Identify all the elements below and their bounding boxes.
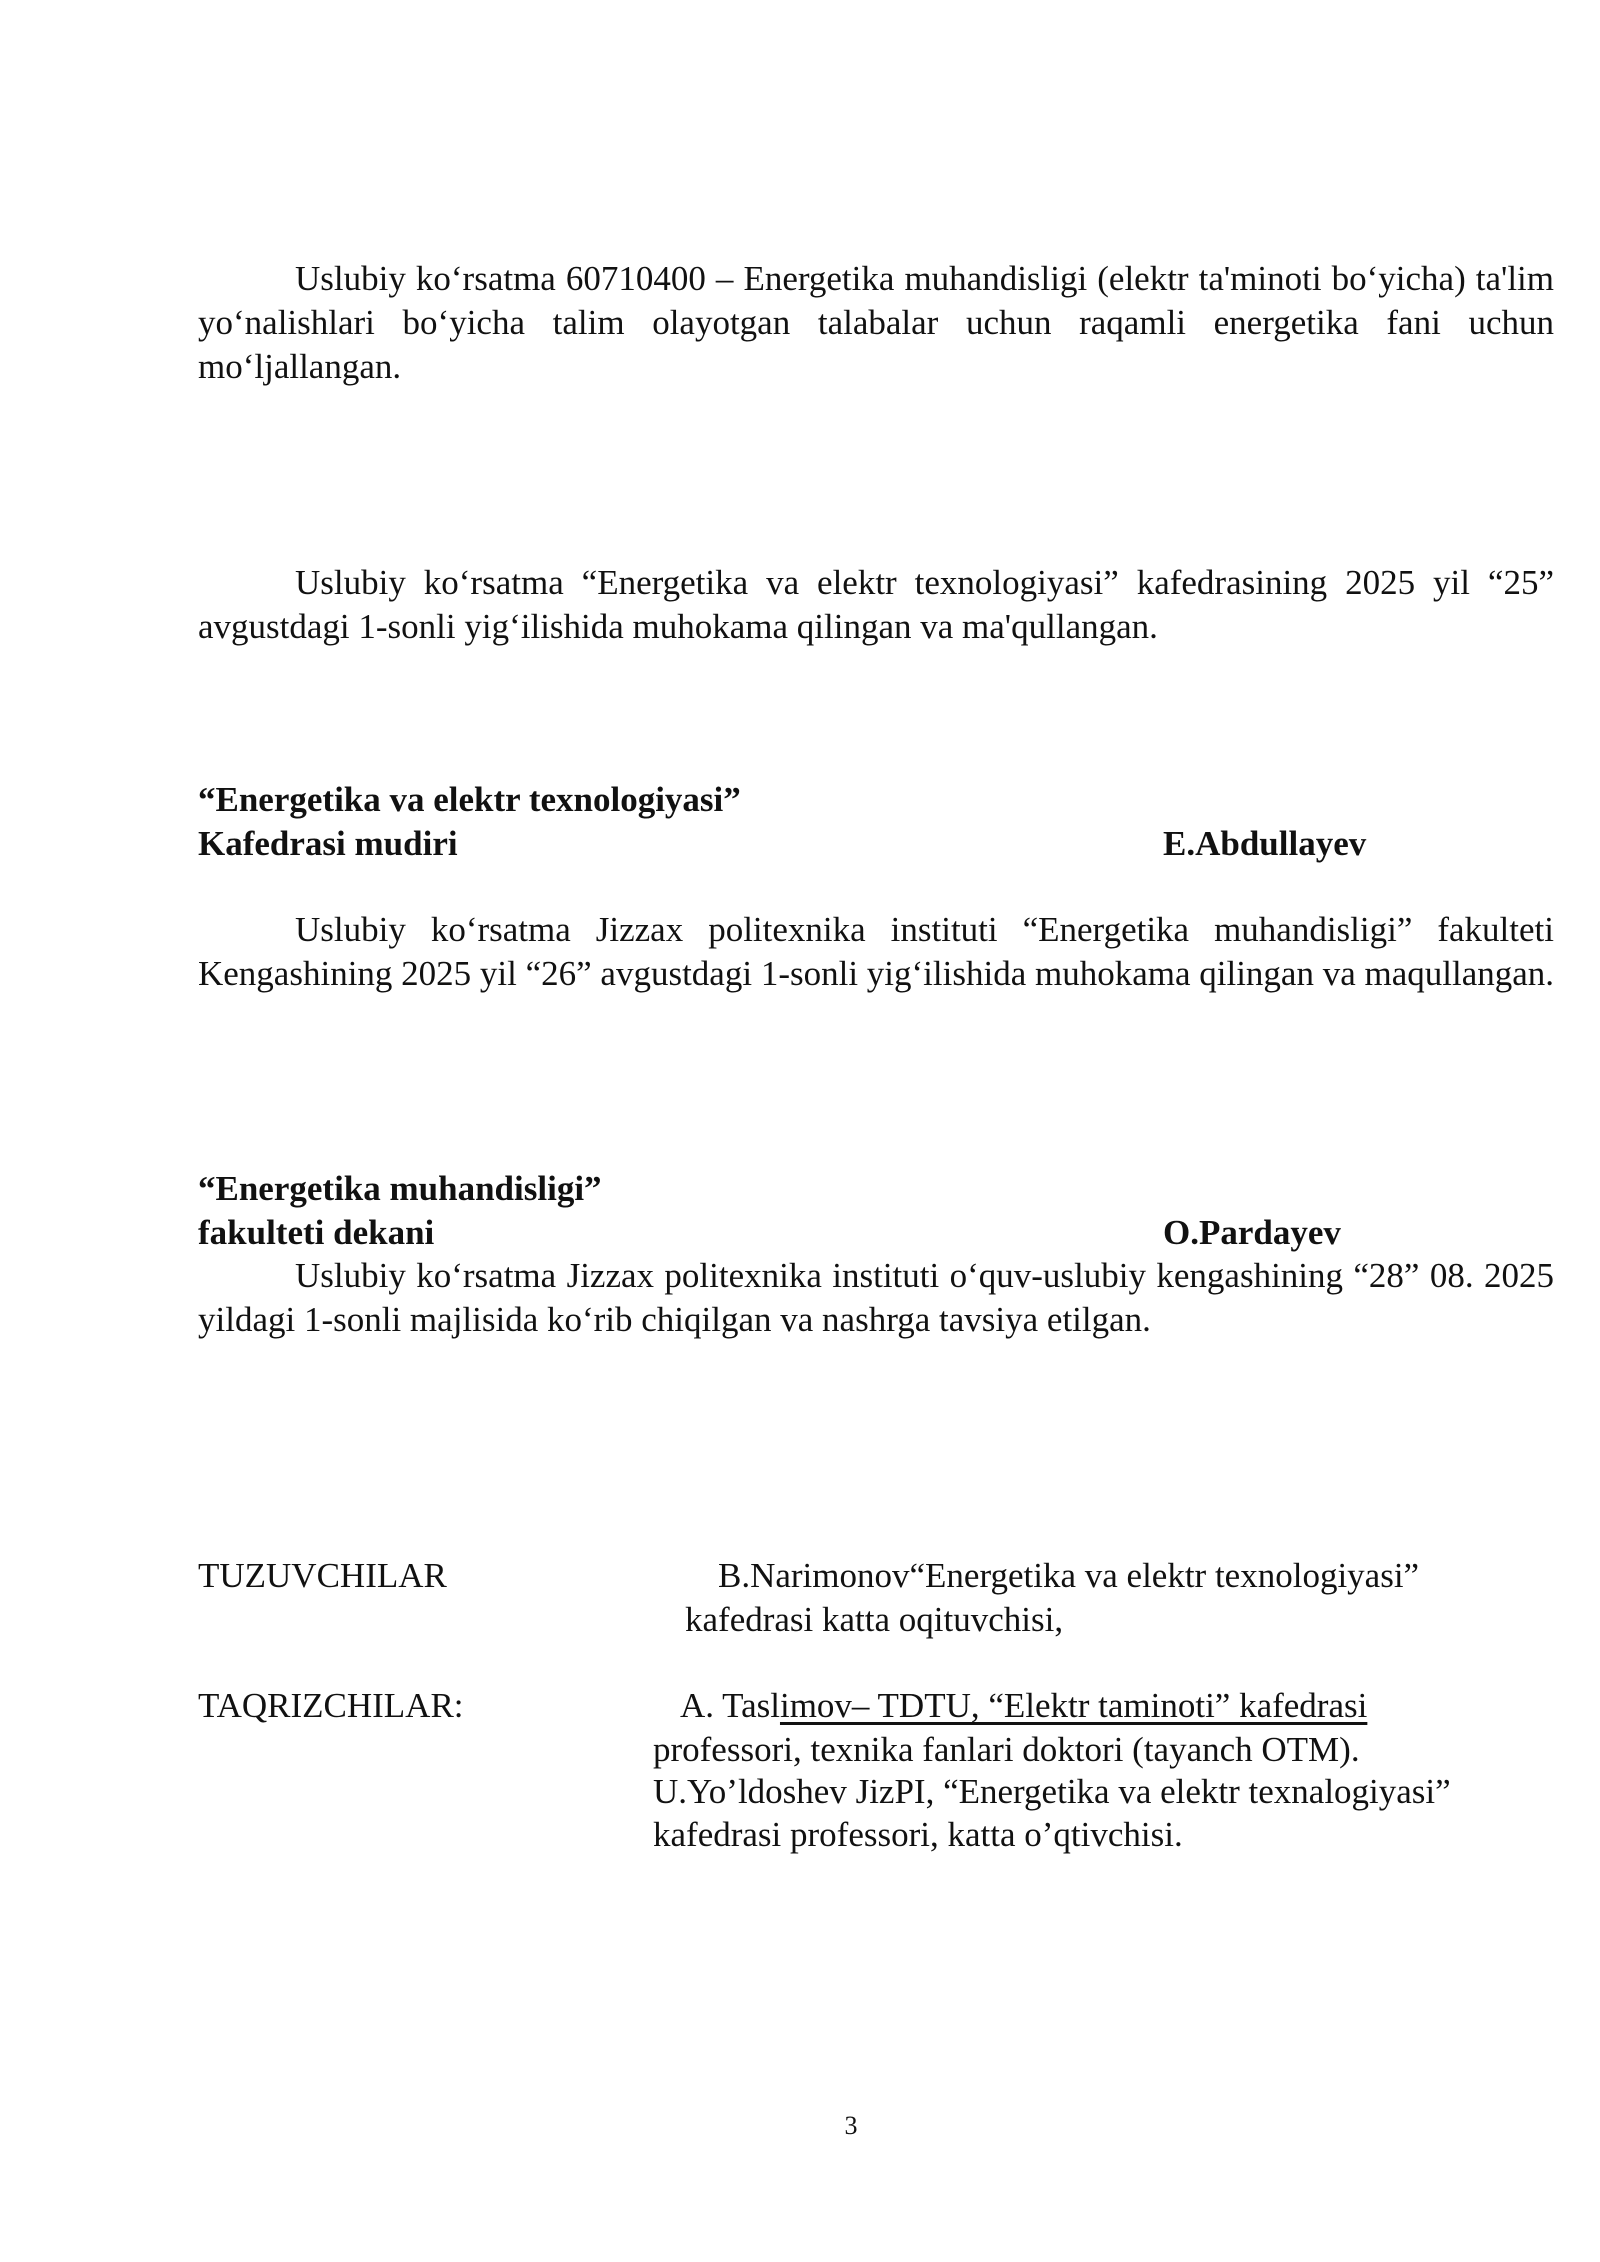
reviewer-1-affiliation: imov– TDTU, “Elektr taminoti” kafedrasi [779, 1686, 1368, 1725]
purpose-paragraph: Uslubiy ko‘rsatma 60710400 – Energetika muhandisligi (elektr ta'minoti bo‘yicha) ta'lim yo‘nalishlari bo‘yicha talim olayotgan talabalar uchun raqamli energetika fani uchun mo‘ljallangan. [198, 259, 1554, 386]
department-name: “Energetika va elektr texnologiyasi” [198, 780, 741, 819]
reviewer-line-3: U.Yo’ldoshev JizPI, “Energetika va elektr texnalogiyasi” [653, 1772, 1451, 1811]
author-line-1: B.Narimonov“Energetika va elektr texnologiyasi” [718, 1556, 1420, 1595]
author-line-2: kafedrasi katta oqituvchisi, [685, 1600, 1064, 1639]
reviewer-line-2: professori, texnika fanlari doktori (tayanch OTM). [653, 1730, 1360, 1769]
faculty-name: “Energetika muhandisligi” [198, 1169, 602, 1208]
reviewer-1-name-start: A. Tasl [680, 1686, 780, 1725]
reviewers-label: TAQRIZCHILAR: [198, 1686, 464, 1725]
department-approval-paragraph: Uslubiy ko‘rsatma “Energetika va elektr texnologiyasi” kafedrasining 2025 yil “25” avgustdagi 1-sonli yig‘ilishida muhokama qilingan va ma'qullangan. [198, 563, 1554, 646]
faculty-dean-title: fakulteti dekani [198, 1213, 435, 1252]
authors-label: TUZUVCHILAR [198, 1556, 447, 1595]
page-number: 3 [844, 2111, 858, 2140]
department-head-name: E.Abdullayev [1163, 824, 1367, 863]
faculty-dean-name: O.Pardayev [1163, 1213, 1341, 1252]
council-recommendation-paragraph: Uslubiy ko‘rsatma Jizzax politexnika instituti o‘quv-uslubiy kengashining “28” 08. 2025 yildagi 1-sonli majlisida ko‘rib chiqilgan va nashrga tavsiya etilgan. [198, 1256, 1554, 1339]
reviewer-line-4: kafedrasi professori, katta o’qtivchisi. [653, 1815, 1183, 1854]
faculty-approval-paragraph: Uslubiy ko‘rsatma Jizzax politexnika instituti “Energetika muhandisligi” fakulteti Kengashining 2025 yil “26” avgustdagi 1-sonli yig‘ilishida muhokama qilingan va maqullangan. [198, 910, 1555, 993]
department-head-title: Kafedrasi mudiri [198, 824, 458, 863]
reviewer-line-1 [680, 1684, 1367, 1728]
